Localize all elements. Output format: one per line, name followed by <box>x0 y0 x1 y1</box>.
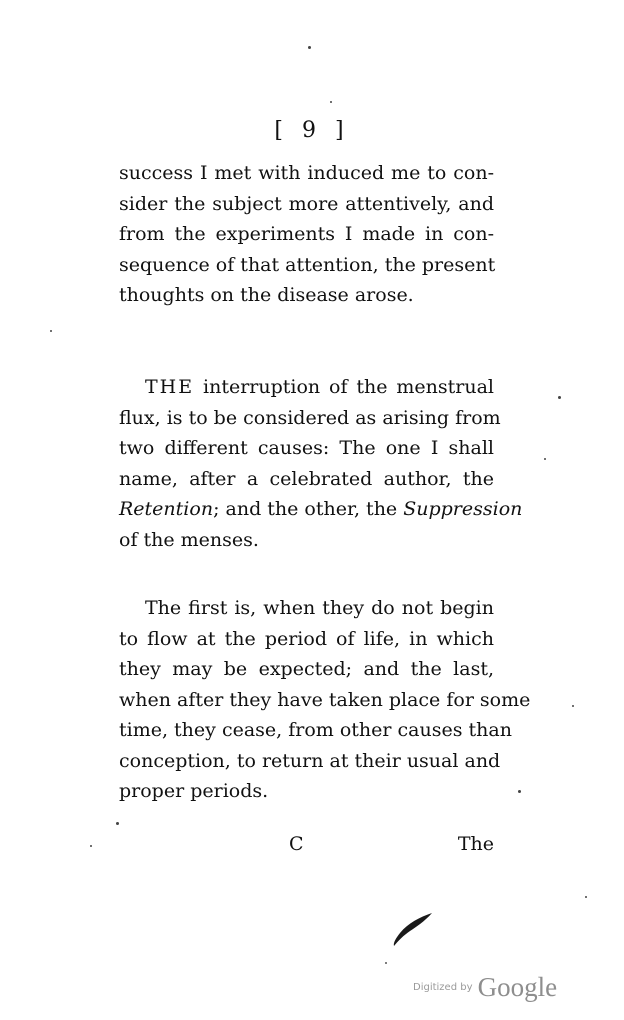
text-line: to flow at the period of life, in which <box>119 627 494 650</box>
speck <box>518 790 521 793</box>
text-line: conception, to return at their usual and <box>119 749 501 772</box>
speck <box>558 396 561 399</box>
speck <box>572 705 574 707</box>
italic-term: Retention <box>119 498 214 520</box>
signature-mark: C <box>289 833 304 855</box>
text-line: name, after a celebrated author, the <box>119 467 494 490</box>
page-footer <box>119 833 494 863</box>
paragraph-3 <box>119 593 531 807</box>
paragraph-2 <box>119 372 523 555</box>
text-line: from the experiments I made in con- <box>119 223 494 245</box>
text-line: Retention; and the other, the Suppression <box>119 498 523 520</box>
small-caps-opening: THE <box>145 376 195 398</box>
speck <box>544 458 546 460</box>
text-line: The first is, when they do not begin <box>145 597 494 619</box>
speck <box>116 822 119 825</box>
text-line: sequence of that attention, the present <box>119 253 496 276</box>
text-line: THE interruption of the menstrual <box>145 376 494 398</box>
catchword: The <box>457 833 494 855</box>
speck <box>308 46 311 49</box>
speck <box>50 330 52 332</box>
speck <box>585 896 587 898</box>
text-line: they may be expected; and the last, <box>119 658 494 680</box>
paragraph-1 <box>119 158 494 311</box>
page-number: [ 9 ] <box>274 118 350 143</box>
text-line: success I met with induced me to con- <box>119 162 494 184</box>
ink-blot-icon <box>380 905 440 965</box>
text-line: when after they have taken place for some <box>119 688 531 711</box>
text-line: two different causes: The one I shall <box>119 437 494 459</box>
digitized-prefix: Digitized by <box>413 982 473 993</box>
digitized-watermark <box>413 972 557 1003</box>
speck <box>90 845 92 847</box>
speck <box>330 101 332 103</box>
text-line: of the menses. <box>119 528 259 551</box>
text-line: sider the subject more attentively, and <box>119 192 494 215</box>
text-line: flux, is to be considered as arising from <box>119 406 501 429</box>
text-line: proper periods. <box>119 780 269 802</box>
text-line: thoughts on the disease arose. <box>119 284 414 306</box>
text-line: time, they cease, from other causes than <box>119 719 512 741</box>
google-logo: Google <box>477 972 558 1002</box>
italic-term: Suppression <box>403 498 523 520</box>
